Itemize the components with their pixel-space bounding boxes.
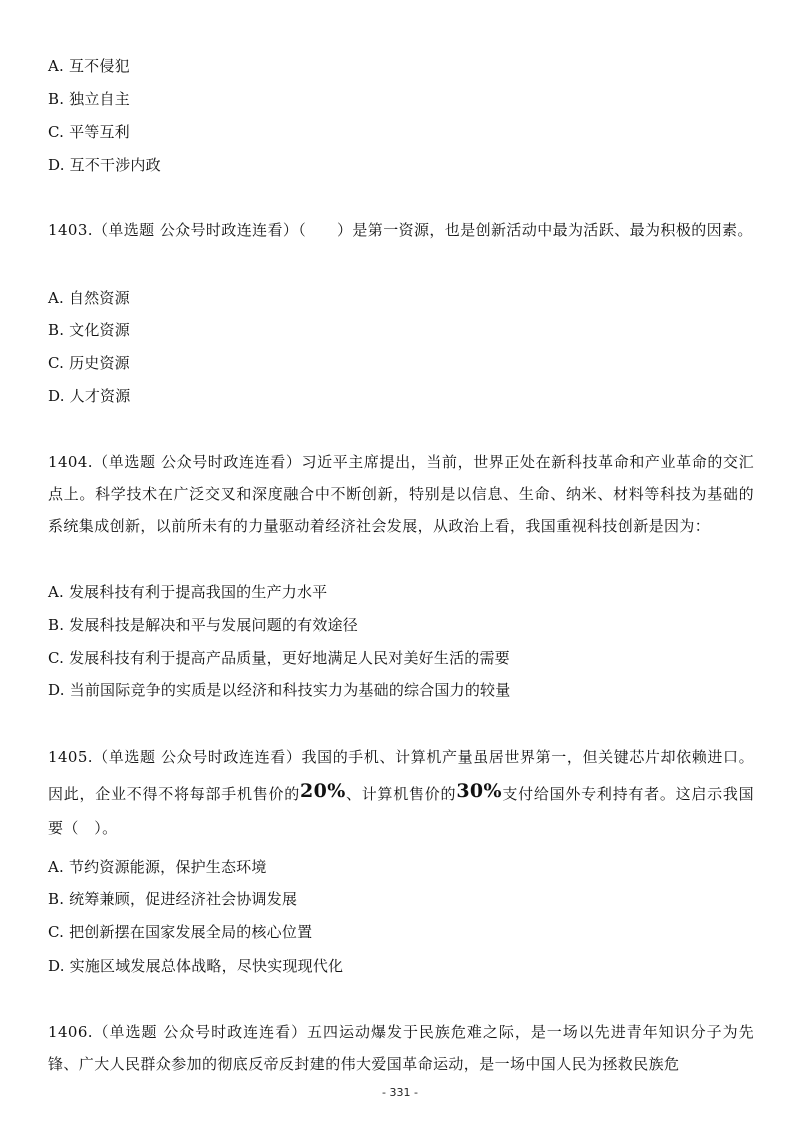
percent-phone: 20% (300, 780, 346, 802)
option-a-1404: A. 发展科技有利于提高我国的生产力水平 (48, 583, 328, 601)
option-d-1404: D. 当前国际竞争的实质是以经济和科技实力为基础的综合国力的较量 (48, 681, 511, 699)
question-stem-1406: 1406.（单选题 公众号时政连连看）五四运动爆发于民族危难之际，是一场以先进青年知识分子为先锋、广大人民群众参加的彻底反帝反封建的伟大爱国革命运动，是一场中国人民为拯救民族危 (48, 1023, 754, 1073)
percent-computer: 30% (456, 780, 503, 802)
option-a-1405: A. 节约资源能源，保护生态环境 (48, 858, 267, 876)
option-c-1405: C. 把创新摆在国家发展全局的核心位置 (48, 923, 313, 941)
option-b-1405: B. 统筹兼顾，促进经济社会协调发展 (48, 890, 298, 908)
question-stem-1404: 1404.（单选题 公众号时政连连看）习近平主席提出，当前，世界正处在新科技革命和产业革命的交汇点上。科学技术在广泛交叉和深度融合中不断创新，特别是以信息、生命、纳米、材料等科技为基础的系统集成创新，以前所未有的力量驱动着经济社会发展，从政治上看，我国重视科技创新是因为： (48, 453, 754, 535)
option-b-1404: B. 发展科技是解决和平与发展问题的有效途径 (48, 616, 358, 634)
question-stem-1403: 1403.（单选题 公众号时政连连看）（ ）是第一资源，也是创新活动中最为活跃、最为积极的因素。 (48, 221, 753, 239)
option-d-1405: D. 实施区域发展总体战略，尽快实现现代化 (48, 957, 344, 975)
question-stem-1405-part1: 1405.（单选题 公众号时政连连看）我国的手机、计算机产量虽居世界第一，但关键芯片却依赖进口。因此，企业不得不将每部手机售价的 (48, 748, 754, 803)
option-b-1402: B. 独立自主 (48, 90, 130, 108)
option-d-1403: D. 人才资源 (48, 387, 131, 405)
option-c-1403: C. 历史资源 (48, 354, 130, 372)
option-c-1404: C. 发展科技有利于提高产品质量，更好地满足人民对美好生活的需要 (48, 649, 510, 667)
option-a-1403: A. 自然资源 (48, 289, 130, 307)
option-d-1402: D. 互不干涉内政 (48, 156, 161, 174)
question-stem-1405 (48, 740, 754, 845)
option-c-1402: C. 平等互利 (48, 123, 130, 141)
option-a-1402: A. 互不侵犯 (48, 57, 130, 75)
option-b-1403: B. 文化资源 (48, 321, 130, 339)
page-number: - 331 - (382, 1086, 418, 1099)
question-stem-1405-part3: 支付给国外专利持有者。这启示我国要（ ）。 (48, 785, 755, 837)
question-stem-1405-part2: 、计算机售价的 (345, 785, 457, 803)
